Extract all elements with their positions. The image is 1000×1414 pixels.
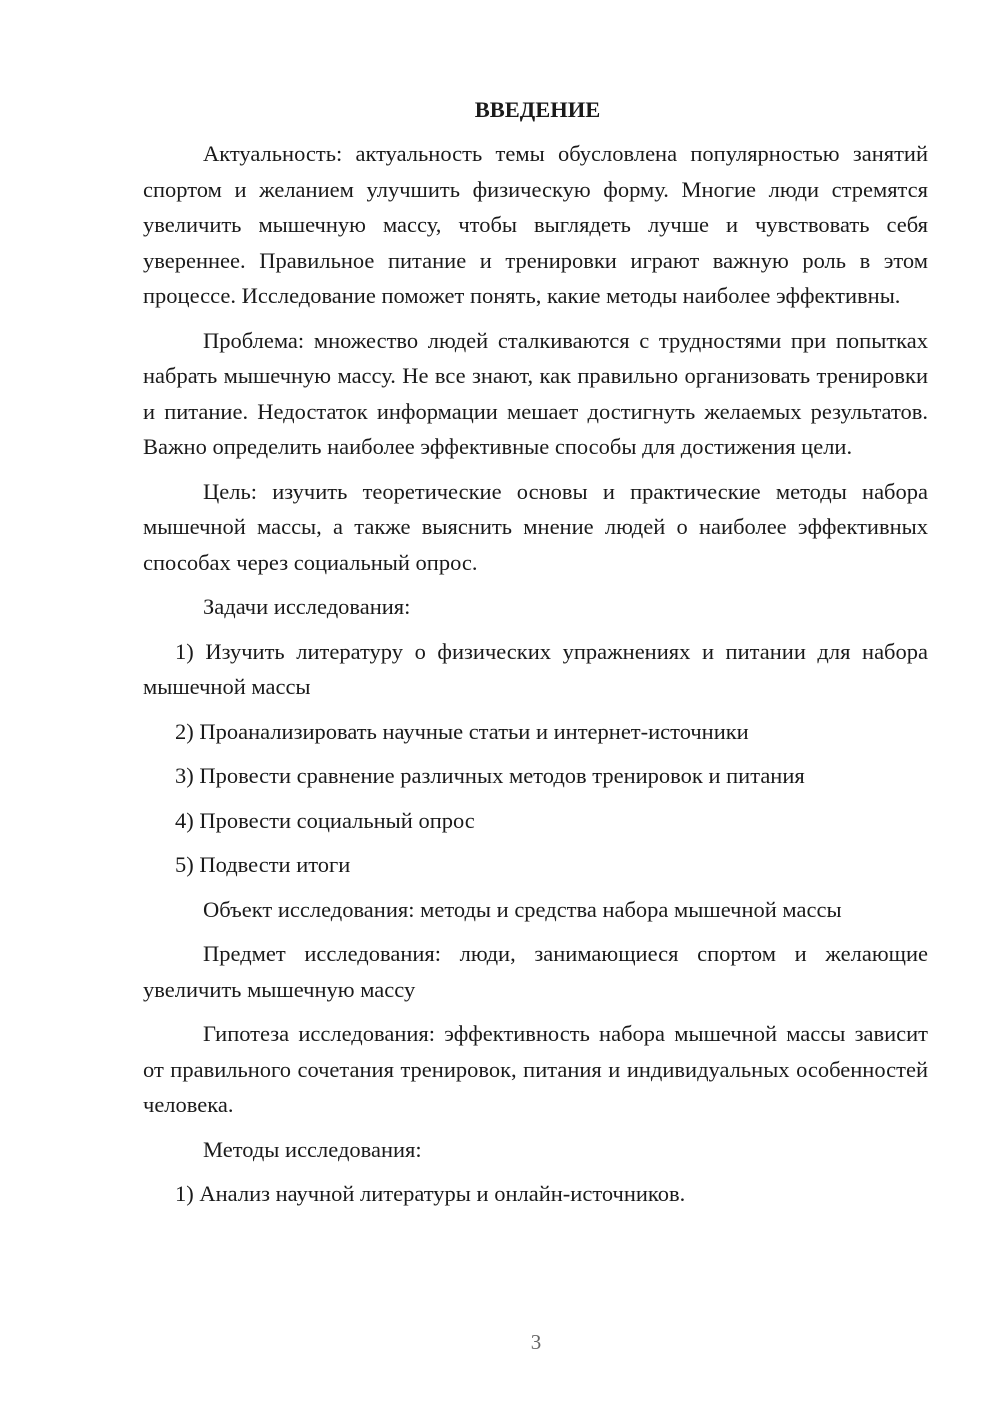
task-item-4: 4) Провести социальный опрос bbox=[175, 807, 475, 833]
task-item-5: 5) Подвести итоги bbox=[175, 852, 351, 877]
page-title: ВВЕДЕНИЕ bbox=[474, 97, 601, 122]
paragraph-relevance: Актуальность: актуальность темы обусловлена популярностью занятий спортом и желанием улучшить физическую форму. Многие люди стремятся увеличить мышечную массу, чтобы выглядеть лучше и чувствовать себя увереннее. Правильное питание и тренировки играют важную роль в этом процессе. Исследование поможет понять, какие методы наиболее эффективны. bbox=[143, 141, 928, 308]
task-item-2: 2) Проанализировать научные статьи и интернет-источники bbox=[175, 718, 749, 744]
paragraph-object: Объект исследования: методы и средства набора мышечной массы bbox=[203, 896, 842, 922]
page-number: 3 bbox=[530, 1330, 542, 1354]
methods-heading: Методы исследования: bbox=[203, 1136, 422, 1162]
paragraph-problem: Проблема: множество людей сталкиваются с трудностями при попытках набрать мышечную массу. Не все знают, как правильно организовать тренировки и питание. Недостаток информации мешает достигнуть желаемых результатов. Важно определить наиболее эффективные способы для достижения цели. bbox=[143, 327, 928, 459]
paragraph-goal: Цель: изучить теоретические основы и практические методы набора мышечной массы, а также выяснить мнение людей о наиболее эффективных способах через социальный опрос. bbox=[143, 478, 928, 575]
paragraph-subject: Предмет исследования: люди, занимающиеся спортом и желающие увеличить мышечную массу bbox=[143, 941, 928, 1002]
method-item-1: 1) Анализ научной литературы и онлайн-источников. bbox=[175, 1181, 686, 1206]
task-item-3: 3) Провести сравнение различных методов тренировок и питания bbox=[175, 763, 805, 788]
task-item-1: 1) Изучить литературу о физических упражнениях и питании для набора мышечной массы bbox=[143, 638, 928, 699]
page-content bbox=[143, 92, 928, 1221]
tasks-heading: Задачи исследования: bbox=[203, 594, 411, 619]
paragraph-hypothesis: Гипотеза исследования: эффективность набора мышечной массы зависит от правильного сочетания тренировок, питания и индивидуальных особенностей человека. bbox=[143, 1021, 928, 1117]
